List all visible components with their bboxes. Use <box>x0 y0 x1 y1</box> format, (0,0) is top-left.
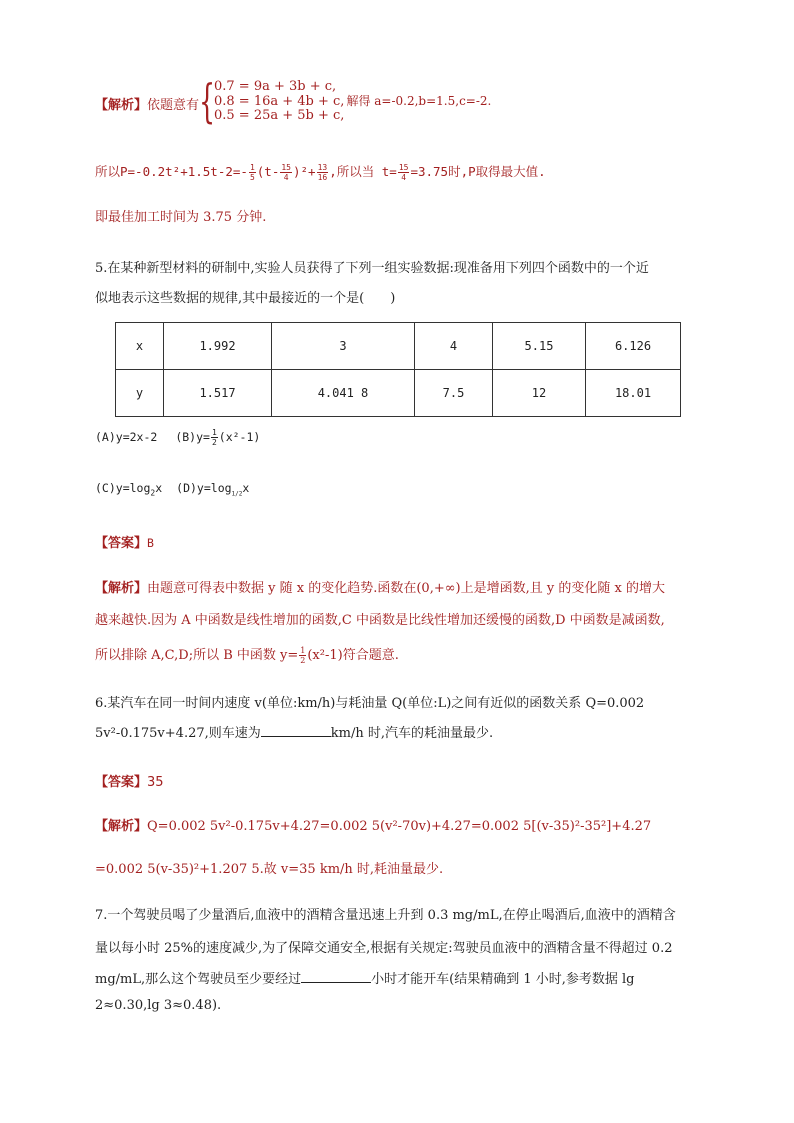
q5-answer <box>95 532 154 551</box>
data-table <box>115 322 681 417</box>
table-cell: 1.517 <box>164 370 272 417</box>
table-cell: 5.15 <box>493 323 586 370</box>
equation-3: 0.5 = 25a + 5b + c, <box>214 108 345 123</box>
table-cell: 3 <box>272 323 415 370</box>
analysis-label: 【解析】 <box>95 819 148 834</box>
q7-line-3: mg/mL,那么这个驾驶员至少要经过 小时才能开车(结果精确到 1 小时,参考数据 lg <box>95 972 635 987</box>
table-cell: 4 <box>415 323 493 370</box>
option-a: (A)y=2x-2 <box>95 430 158 444</box>
equation-2: 0.8 = 16a + 4b + c, 解得 a=-0.2,b=1.5,c=-2. <box>214 94 492 109</box>
q5-explanation-2: 越来越快.因为 A 中函数是线性增加的函数,C 中函数是比线性增加还缓慢的函数,D 中函数是减函数, <box>95 613 665 628</box>
option-d: $(D)y=\log_{1/2}x$ <box>176 481 250 498</box>
system-brace: { <box>199 74 216 128</box>
analysis-p1 <box>95 94 199 113</box>
answer-value: 35 <box>147 775 164 790</box>
analysis-lead: 依题意有 <box>147 98 200 113</box>
solution-text: 解得 a=-0.2,b=1.5,c=-2. <box>346 94 492 108</box>
q6-explanation-1: 【解析】Q=0.002 5v²-0.175v+4.27=0.002 5(v²-70v)+4.27=0.002 5[(v-35)²-35²]+4.27 <box>95 819 652 834</box>
analysis-label: 【解析】 <box>95 98 148 113</box>
table-cell: x <box>116 323 164 370</box>
answer-label: 【答案】 <box>95 775 148 790</box>
table-cell: y <box>116 370 164 417</box>
table-cell: 1.992 <box>164 323 272 370</box>
q5-options-ab <box>95 428 260 447</box>
q5-explanation-3: 所以排除 A,C,D;所以 B 中函数 y= $\frac{1}{2}$ (x²-1)符合题意. <box>95 646 399 665</box>
table-row <box>116 370 681 417</box>
q6-line-2: 5v²-0.175v+4.27,则车速为 km/h 时,汽车的耗油量最少. <box>95 726 494 741</box>
answer-label: 【答案】 <box>95 536 148 551</box>
q7-line-1: 7.一个驾驶员喝了少量酒后,血液中的酒精含量迅速上升到 0.3 mg/mL,在停止喝酒后,血液中的酒精含 <box>95 908 676 923</box>
table-row <box>116 323 681 370</box>
q5-line-1: 5.在某种新型材料的研制中,实验人员获得了下列一组实验数据:现准备用下列四个函数中的一个近 <box>95 261 649 276</box>
answer-blank <box>261 724 331 737</box>
answer-value: B <box>147 536 154 550</box>
option-b: (B)y= $\frac{1}{2}$ (x²-1) <box>175 428 261 447</box>
q7-line-2: 量以每小时 25%的速度减少,为了保障交通安全,根据有关规定:驾驶员血液中的酒精含量不得超过 0.2 <box>95 941 673 956</box>
q6-answer <box>95 771 164 790</box>
table-cell: 4.041 8 <box>272 370 415 417</box>
q5-explanation-1: 【解析】由题意可得表中数据 y 随 x 的变化趋势.函数在(0,+∞)上是增函数,且 y 的变化随 x 的增大 <box>95 581 665 596</box>
q5-options-cd <box>95 481 249 497</box>
table-cell: 6.126 <box>586 323 681 370</box>
equation-system <box>214 80 491 123</box>
analysis-conclusion: 即最佳加工时间为 3.75 分钟. <box>95 210 267 225</box>
q6-explanation-2: =0.002 5(v-35)²+1.207 5.故 v=35 km/h 时,耗油量最少. <box>95 862 444 877</box>
equation-1: 0.7 = 9a + 3b + c, <box>214 79 337 94</box>
option-c: $(C)y=\log_2x$ <box>95 481 163 498</box>
analysis-p2: 所以P=-0.2t²+1.5t-2=- $\frac{1}{5}$ (t- $\frac{15}{4}$ )²+ $\frac{13}{16}$ ,所以当 t= $\frac{15}{4}$ =3.75时,P取得最大值. <box>95 163 546 182</box>
q6-line-1: 6.某汽车在同一时间内速度 v(单位:km/h)与耗油量 Q(单位:L)之间有近似的函数关系 Q=0.002 <box>95 696 645 711</box>
q5-line-2: 似地表示这些数据的规律,其中最接近的一个是( ) <box>95 291 396 306</box>
q7-line-4: 2≈0.30,lg 3≈0.48). <box>95 998 222 1013</box>
table-cell: 7.5 <box>415 370 493 417</box>
analysis-label: 【解析】 <box>95 581 148 596</box>
table-cell: 12 <box>493 370 586 417</box>
answer-blank <box>301 970 371 983</box>
table-cell: 18.01 <box>586 370 681 417</box>
